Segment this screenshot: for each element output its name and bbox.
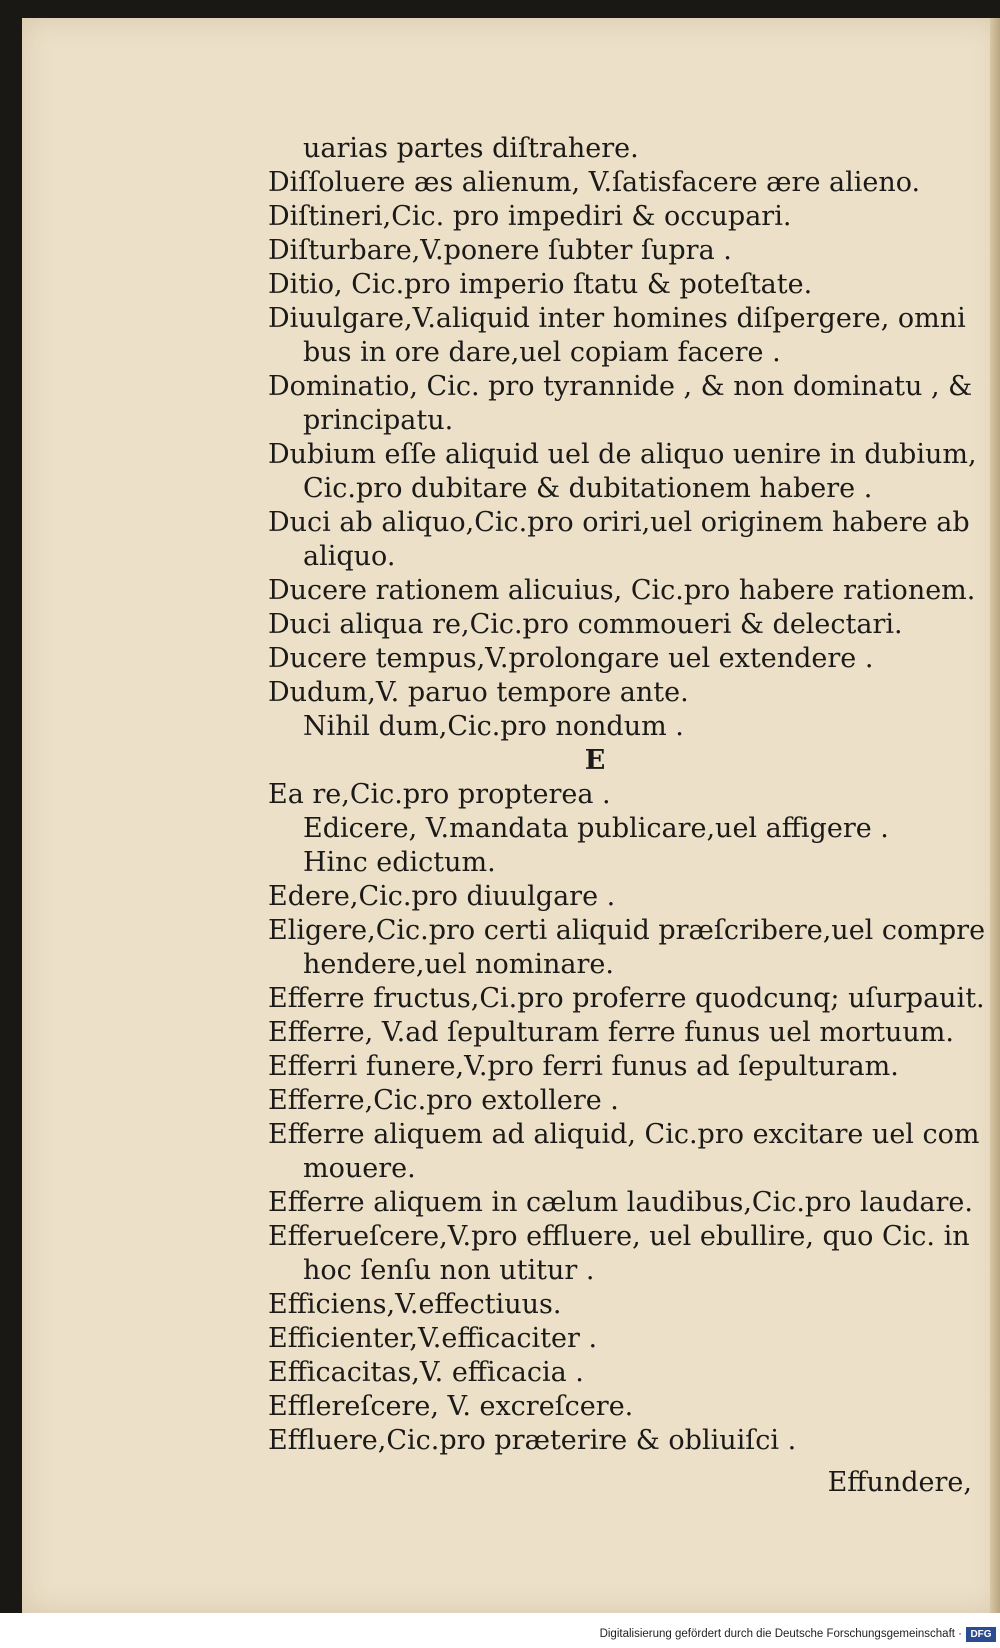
entry-line: Diuulgare,V.aliquid inter homines diſpergere, omni (268, 303, 966, 334)
entry-line: Edicere, V.mandata publicare,uel affigere . (303, 813, 889, 844)
entry-line: Ducere rationem alicuius, Cic.pro habere rationem. (268, 575, 976, 606)
entry-line: principatu. (303, 405, 454, 436)
entry-line: Ducere tempus,V.prolongare uel extendere . (268, 643, 874, 674)
entry-line: Diſſoluere æs alienum, V.ſatisfacere ære alieno. (268, 167, 921, 198)
entry-line: Effluere,Cic.pro præterire & obliuiſci . (268, 1425, 797, 1456)
entry-line: hendere,uel nominare. (303, 949, 614, 980)
entry-line: Dominatio, Cic. pro tyrannide , & non dominatu , & (268, 371, 973, 402)
entry-line: Ditio, Cic.pro imperio ſtatu & poteſtate. (268, 269, 813, 300)
entry-line: uarias partes diſtrahere. (303, 133, 639, 164)
entry-line: Efficiens,V.effectiuus. (268, 1289, 562, 1320)
dictionary-text (268, 132, 986, 1500)
entry-line: Diſturbare,V.ponere ſubter ſupra . (268, 235, 732, 266)
catchword: Effundere, (827, 1467, 972, 1498)
dfg-logo: DFG (966, 1627, 996, 1642)
entry-line: Efferri funere,V.pro ferri funus ad ſepulturam. (268, 1051, 899, 1082)
entry-line: Cic.pro dubitare & dubitationem habere . (303, 473, 873, 504)
footer-bar (0, 1613, 1000, 1648)
entry-line: Edere,Cic.pro diuulgare . (268, 881, 616, 912)
entry-line: Efferre aliquem ad aliquid, Cic.pro excitare uel com (268, 1119, 980, 1150)
entry-line: Dudum,V. paruo tempore ante. (268, 677, 689, 708)
entry-line: hoc ſenſu non utitur . (303, 1255, 595, 1286)
entry-line: Efferre fructus,Ci.pro proferre quodcunq; uſurpauit. (268, 983, 985, 1014)
entry-line: bus in ore dare,uel copiam facere . (303, 337, 781, 368)
section-letter: E (584, 745, 606, 776)
entry-line: Hinc edictum. (303, 847, 496, 878)
entry-line: mouere. (303, 1153, 416, 1184)
entry-line: Nihil dum,Cic.pro nondum . (303, 711, 684, 742)
entry-line: Duci ab aliquo,Cic.pro oriri,uel originem habere ab (268, 507, 970, 538)
entry-line: Efficienter,V.efficaciter . (268, 1323, 598, 1354)
entry-line: Diſtineri,Cic. pro impediri & occupari. (268, 201, 792, 232)
page-edge (990, 18, 1000, 1613)
digitization-credit: Digitalisierung gefördert durch die Deutsche Forschungsgemeinschaft · (599, 1628, 962, 1640)
entry-line: Efflereſcere, V. excreſcere. (268, 1391, 634, 1422)
entry-line: Duci aliqua re,Cic.pro commoueri & delectari. (268, 609, 903, 640)
entry-line: Efferre,Cic.pro extollere . (268, 1085, 619, 1116)
entry-line: Efferre, V.ad ſepulturam ferre funus uel mortuum. (268, 1017, 954, 1048)
entry-line: Dubium eſſe aliquid uel de aliquo uenire in dubium, (268, 439, 977, 470)
entry-line: Efficacitas,V. efficacia . (268, 1357, 584, 1388)
entry-line: Ea re,Cic.pro propterea . (268, 779, 611, 810)
entry-line: aliquo. (303, 541, 396, 572)
entry-line: Efferueſcere,V.pro effluere, uel ebullire, quo Cic. in (268, 1221, 970, 1252)
entry-line: Eligere,Cic.pro certi aliquid præſcribere,uel compre (268, 915, 986, 946)
entry-line: Efferre aliquem in cælum laudibus,Cic.pro laudare. (268, 1187, 973, 1218)
